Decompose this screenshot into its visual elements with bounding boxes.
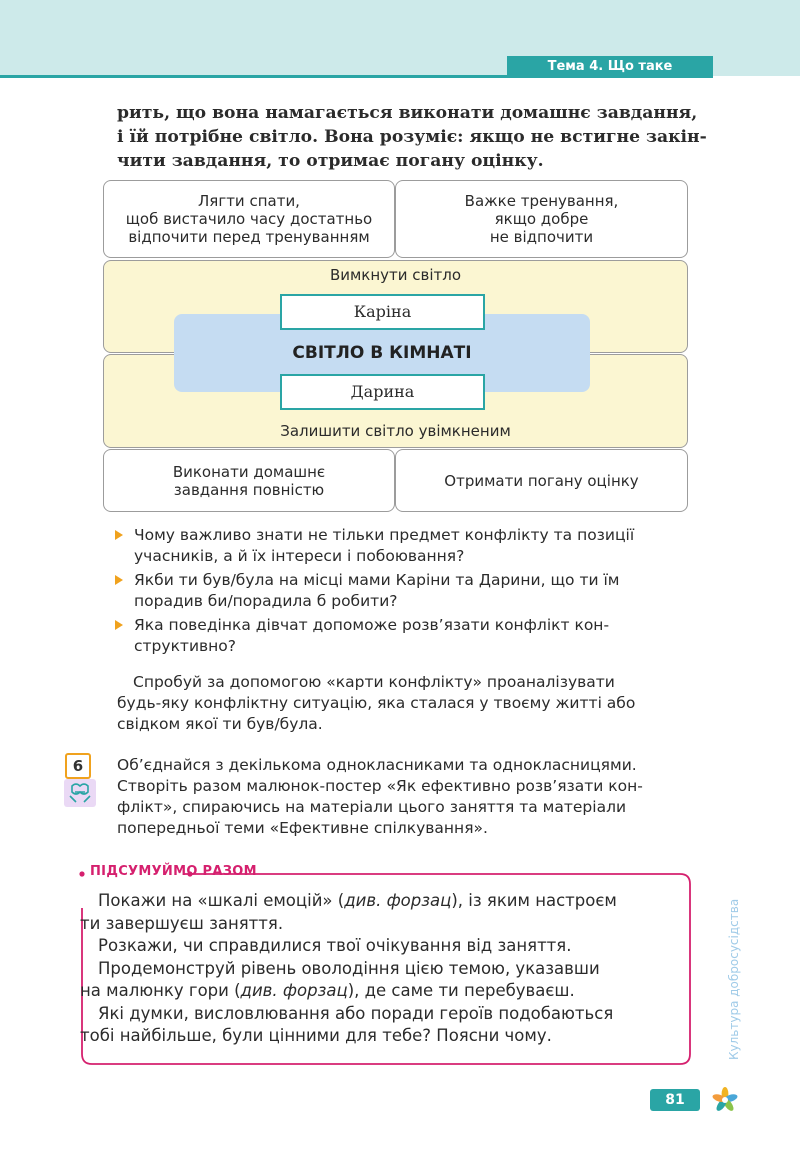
para-line: свідком якої ти був/була. [117, 715, 323, 733]
bullet-arrow-icon [115, 620, 123, 630]
interest-darina [103, 449, 395, 512]
party-darina: Дарина [280, 374, 485, 410]
summary-fragment: на малюнку гори ( [80, 981, 241, 1000]
summary-line: ти завершуєш заняття. [80, 913, 284, 933]
task-line: Створіть разом малюнок-постер «Як ефективно розв’язати кон- [117, 777, 643, 795]
question-line: структивно? [134, 637, 237, 655]
try-paragraph [117, 672, 707, 735]
bullet-arrow-icon [115, 575, 123, 585]
map-text: не відпочити [489, 228, 594, 246]
lead-text [117, 101, 707, 173]
lead-line: чити завдання, то отримає погану оцінку. [117, 151, 544, 171]
para-line: Спробуй за допомогою «карти конфлікту» проаналізувати [133, 673, 615, 691]
map-text: Лягти спати, [198, 192, 300, 210]
summary-italic: див. форзац [240, 981, 348, 1000]
para-line: будь-яку конфліктну ситуацію, яка сталася у твоєму житті або [117, 694, 636, 712]
topic-label: Тема 4. Що таке конфлікт? [507, 56, 713, 78]
map-text: якщо добре [494, 210, 589, 228]
position-karina: Вимкнути світло [329, 266, 462, 284]
summary-fragment: ), із яким настроєм [451, 891, 617, 910]
party-karina: Каріна [280, 294, 485, 330]
map-text: щоб вистачило часу достатньо [125, 210, 373, 228]
fear-karina [395, 180, 688, 258]
question-item [134, 570, 704, 612]
task-line: попередньої теми «Ефективне спілкування». [117, 819, 488, 837]
question-line: Яка поведінка дівчат допоможе розв’язати конфлікт кон- [134, 616, 610, 634]
conflict-subject: СВІТЛО В КІМНАТІ [292, 343, 472, 363]
question-line: учасників, а й їх інтереси і побоювання? [134, 547, 465, 565]
summary-fragment: Покажи на «шкалі емоцій» ( [98, 891, 345, 910]
summary-text [80, 890, 680, 1048]
map-text: відпочити перед тренуванням [128, 228, 370, 246]
summary-line: Які думки, висловлювання або поради героїв подобаються [98, 1003, 614, 1023]
fear-darina [395, 449, 688, 512]
question-line: порадив би/порадила б робити? [134, 592, 398, 610]
bullet-arrow-icon [115, 530, 123, 540]
question-item [134, 525, 704, 567]
task-text [117, 755, 707, 839]
side-label-text: Культура добросусідства [727, 898, 741, 1060]
summary-line: Розкажи, чи справдилися твої очікування від заняття. [98, 936, 572, 955]
group-work-icon [63, 778, 97, 808]
task-line: Об’єднайся з декількома однокласниками та однокласницями. [117, 756, 637, 774]
task-line: флікт», спираючись на матеріали цього заняття та матеріали [117, 798, 627, 816]
task-number: 6 [65, 753, 91, 779]
summary-line: Продемонструй рівень оволодіння цією темою, указавши [98, 958, 600, 978]
lead-line: і їй потрібне світло. Вона розуміє: якщо не встигне закін- [117, 127, 707, 147]
lead-line: рить, що вона намагається виконати домашнє завдання, [117, 103, 698, 123]
summary-line [80, 980, 680, 1003]
flower-icon [711, 1086, 739, 1114]
question-line: Чому важливо знати не тільки предмет конфлікту та позиції [134, 526, 635, 544]
page-number: 81 [650, 1089, 700, 1111]
map-text: Отримати погану оцінку [444, 471, 639, 490]
question-line: Якби ти був/була на місці мами Каріни та Дарини, що ти їм [134, 571, 620, 589]
interest-karina [103, 180, 395, 258]
summary-line: тобі найбільше, були цінними для тебе? Поясни чому. [80, 1026, 552, 1045]
summary-title: ПІДСУМУЙМО РАЗОМ [90, 864, 257, 879]
position-darina: Залишити світло увімкненим [280, 422, 511, 440]
question-item [134, 615, 704, 657]
map-text: завдання повністю [173, 480, 325, 499]
map-text: Важке тренування, [464, 192, 619, 210]
summary-line [80, 890, 680, 913]
summary-italic: див. форзац [344, 891, 452, 910]
summary-fragment: ), де саме ти перебуваєш. [347, 981, 575, 1000]
map-text: Виконати домашнє [172, 462, 326, 481]
